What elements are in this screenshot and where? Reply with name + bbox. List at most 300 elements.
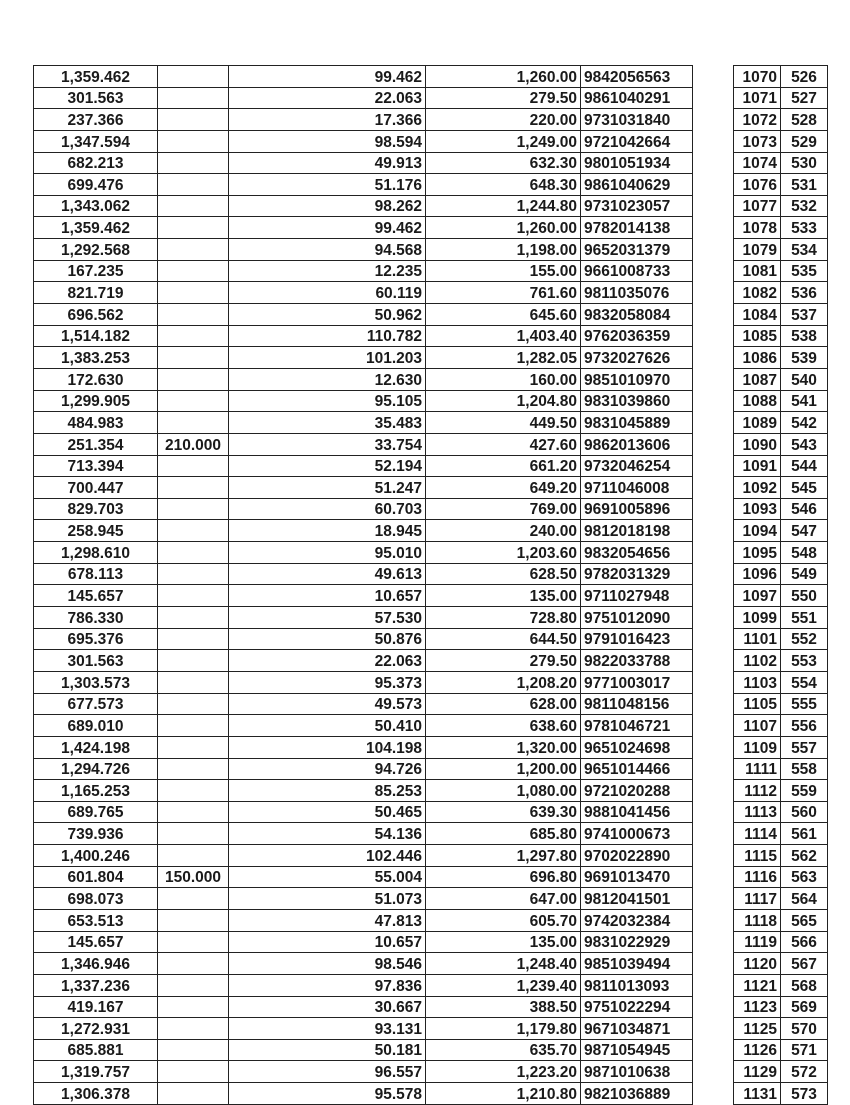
- column-gap: [693, 498, 734, 520]
- tax-cell: 12.630: [229, 368, 426, 390]
- total-cell: 677.573: [34, 693, 158, 715]
- tax-cell: 47.813: [229, 909, 426, 931]
- column-gap: [693, 780, 734, 802]
- amount-cell: 1,320.00: [426, 736, 581, 758]
- account-number-cell: 9832058084: [581, 304, 693, 326]
- column-gap: [693, 1083, 734, 1105]
- amount-cell: 1,244.80: [426, 195, 581, 217]
- total-cell: 172.630: [34, 368, 158, 390]
- account-number-cell: 9731023057: [581, 195, 693, 217]
- tax-cell: 50.410: [229, 715, 426, 737]
- table-row: [34, 368, 828, 390]
- amount-cell: 728.80: [426, 607, 581, 629]
- total-cell: 301.563: [34, 87, 158, 109]
- table-row: [34, 953, 828, 975]
- total-cell: 685.881: [34, 1039, 158, 1061]
- account-number-cell: 9721042664: [581, 130, 693, 152]
- tax-cell: 95.010: [229, 542, 426, 564]
- tax-cell: 99.462: [229, 66, 426, 88]
- account-number-cell: 9861040629: [581, 174, 693, 196]
- serial-number-cell: 533: [781, 217, 828, 239]
- amount-cell: 135.00: [426, 585, 581, 607]
- table-row: [34, 780, 828, 802]
- amount-cell: 220.00: [426, 109, 581, 131]
- column-gap: [693, 368, 734, 390]
- table-row: [34, 1083, 828, 1105]
- column-gap: [693, 130, 734, 152]
- serial-number-cell: 550: [781, 585, 828, 607]
- code-cell: 1095: [734, 542, 781, 564]
- tax-cell: 49.913: [229, 152, 426, 174]
- tax-cell: 33.754: [229, 433, 426, 455]
- amount-cell: 1,198.00: [426, 239, 581, 261]
- serial-number-cell: 528: [781, 109, 828, 131]
- total-cell: 696.562: [34, 304, 158, 326]
- account-number-cell: 9751022294: [581, 996, 693, 1018]
- serial-number-cell: 545: [781, 477, 828, 499]
- code-cell: 1101: [734, 628, 781, 650]
- tax-cell: 95.578: [229, 1083, 426, 1105]
- extra-amount-cell: [158, 130, 229, 152]
- table-row: [34, 1061, 828, 1083]
- total-cell: 1,359.462: [34, 66, 158, 88]
- table-row: [34, 866, 828, 888]
- account-number-cell: 9711027948: [581, 585, 693, 607]
- total-cell: 695.376: [34, 628, 158, 650]
- serial-number-cell: 556: [781, 715, 828, 737]
- column-gap: [693, 909, 734, 931]
- account-number-cell: 9831022929: [581, 931, 693, 953]
- extra-amount-cell: 210.000: [158, 433, 229, 455]
- amount-cell: 1,223.20: [426, 1061, 581, 1083]
- table-row: [34, 671, 828, 693]
- code-cell: 1085: [734, 325, 781, 347]
- column-gap: [693, 563, 734, 585]
- column-gap: [693, 174, 734, 196]
- extra-amount-cell: [158, 715, 229, 737]
- total-cell: 145.657: [34, 931, 158, 953]
- table-row: [34, 715, 828, 737]
- code-cell: 1071: [734, 87, 781, 109]
- table-row: [34, 239, 828, 261]
- tax-cell: 60.703: [229, 498, 426, 520]
- extra-amount-cell: [158, 693, 229, 715]
- table-row: [34, 109, 828, 131]
- total-cell: 145.657: [34, 585, 158, 607]
- table-row: [34, 974, 828, 996]
- amount-cell: 1,200.00: [426, 758, 581, 780]
- extra-amount-cell: [158, 1018, 229, 1040]
- tax-cell: 94.726: [229, 758, 426, 780]
- total-cell: 682.213: [34, 152, 158, 174]
- extra-amount-cell: [158, 455, 229, 477]
- code-cell: 1073: [734, 130, 781, 152]
- tax-cell: 96.557: [229, 1061, 426, 1083]
- column-gap: [693, 1039, 734, 1061]
- extra-amount-cell: [158, 953, 229, 975]
- amount-cell: 1,248.40: [426, 953, 581, 975]
- serial-number-cell: 537: [781, 304, 828, 326]
- code-cell: 1084: [734, 304, 781, 326]
- account-number-cell: 9861040291: [581, 87, 693, 109]
- extra-amount-cell: [158, 217, 229, 239]
- amount-cell: 605.70: [426, 909, 581, 931]
- serial-number-cell: 563: [781, 866, 828, 888]
- account-number-cell: 9691005896: [581, 498, 693, 520]
- amount-cell: 427.60: [426, 433, 581, 455]
- table-row: [34, 563, 828, 585]
- table-row: [34, 498, 828, 520]
- code-cell: 1072: [734, 109, 781, 131]
- serial-number-cell: 541: [781, 390, 828, 412]
- table-row: [34, 477, 828, 499]
- column-gap: [693, 304, 734, 326]
- column-gap: [693, 1061, 734, 1083]
- extra-amount-cell: [158, 1083, 229, 1105]
- total-cell: 1,346.946: [34, 953, 158, 975]
- tax-cell: 50.465: [229, 801, 426, 823]
- code-cell: 1082: [734, 282, 781, 304]
- table-row: [34, 996, 828, 1018]
- serial-number-cell: 535: [781, 260, 828, 282]
- serial-number-cell: 549: [781, 563, 828, 585]
- extra-amount-cell: [158, 996, 229, 1018]
- amount-cell: 1,239.40: [426, 974, 581, 996]
- total-cell: 1,383.253: [34, 347, 158, 369]
- total-cell: 786.330: [34, 607, 158, 629]
- account-number-cell: 9842056563: [581, 66, 693, 88]
- serial-number-cell: 527: [781, 87, 828, 109]
- account-number-cell: 9652031379: [581, 239, 693, 261]
- extra-amount-cell: 150.000: [158, 866, 229, 888]
- serial-number-cell: 534: [781, 239, 828, 261]
- serial-number-cell: 559: [781, 780, 828, 802]
- column-gap: [693, 974, 734, 996]
- amount-cell: 1,260.00: [426, 217, 581, 239]
- tax-cell: 50.181: [229, 1039, 426, 1061]
- extra-amount-cell: [158, 66, 229, 88]
- serial-number-cell: 555: [781, 693, 828, 715]
- tax-cell: 49.573: [229, 693, 426, 715]
- tax-cell: 95.105: [229, 390, 426, 412]
- column-gap: [693, 390, 734, 412]
- code-cell: 1091: [734, 455, 781, 477]
- column-gap: [693, 953, 734, 975]
- amount-cell: 648.30: [426, 174, 581, 196]
- column-gap: [693, 736, 734, 758]
- account-number-cell: 9862013606: [581, 433, 693, 455]
- serial-number-cell: 543: [781, 433, 828, 455]
- table-row: [34, 628, 828, 650]
- table-row: [34, 260, 828, 282]
- tax-cell: 51.073: [229, 888, 426, 910]
- table-row: [34, 888, 828, 910]
- total-cell: 1,359.462: [34, 217, 158, 239]
- table-row: [34, 282, 828, 304]
- amount-cell: 769.00: [426, 498, 581, 520]
- tax-cell: 54.136: [229, 823, 426, 845]
- code-cell: 1086: [734, 347, 781, 369]
- total-cell: 689.010: [34, 715, 158, 737]
- serial-number-cell: 568: [781, 974, 828, 996]
- code-cell: 1092: [734, 477, 781, 499]
- serial-number-cell: 569: [781, 996, 828, 1018]
- column-gap: [693, 758, 734, 780]
- total-cell: 1,337.236: [34, 974, 158, 996]
- table-row: [34, 520, 828, 542]
- extra-amount-cell: [158, 390, 229, 412]
- code-cell: 1081: [734, 260, 781, 282]
- tax-cell: 10.657: [229, 585, 426, 607]
- table-row: [34, 433, 828, 455]
- tax-cell: 22.063: [229, 87, 426, 109]
- tax-cell: 50.962: [229, 304, 426, 326]
- column-gap: [693, 455, 734, 477]
- code-cell: 1077: [734, 195, 781, 217]
- tax-cell: 98.546: [229, 953, 426, 975]
- column-gap: [693, 542, 734, 564]
- tax-cell: 17.366: [229, 109, 426, 131]
- amount-cell: 279.50: [426, 650, 581, 672]
- code-cell: 1103: [734, 671, 781, 693]
- tax-cell: 49.613: [229, 563, 426, 585]
- column-gap: [693, 931, 734, 953]
- column-gap: [693, 325, 734, 347]
- column-gap: [693, 607, 734, 629]
- code-cell: 1105: [734, 693, 781, 715]
- serial-number-cell: 558: [781, 758, 828, 780]
- extra-amount-cell: [158, 239, 229, 261]
- account-number-cell: 9732046254: [581, 455, 693, 477]
- amount-cell: 1,208.20: [426, 671, 581, 693]
- total-cell: 739.936: [34, 823, 158, 845]
- serial-number-cell: 529: [781, 130, 828, 152]
- account-number-cell: 9871010638: [581, 1061, 693, 1083]
- column-gap: [693, 628, 734, 650]
- extra-amount-cell: [158, 520, 229, 542]
- total-cell: 1,294.726: [34, 758, 158, 780]
- code-cell: 1129: [734, 1061, 781, 1083]
- table-row: [34, 585, 828, 607]
- extra-amount-cell: [158, 563, 229, 585]
- table-row: [34, 542, 828, 564]
- column-gap: [693, 66, 734, 88]
- code-cell: 1090: [734, 433, 781, 455]
- code-cell: 1070: [734, 66, 781, 88]
- serial-number-cell: 564: [781, 888, 828, 910]
- table-row: [34, 217, 828, 239]
- account-number-cell: 9791016423: [581, 628, 693, 650]
- serial-number-cell: 552: [781, 628, 828, 650]
- total-cell: 301.563: [34, 650, 158, 672]
- code-cell: 1113: [734, 801, 781, 823]
- tax-cell: 99.462: [229, 217, 426, 239]
- total-cell: 258.945: [34, 520, 158, 542]
- amount-cell: 696.80: [426, 866, 581, 888]
- table-row: [34, 1039, 828, 1061]
- amount-cell: 632.30: [426, 152, 581, 174]
- tax-cell: 35.483: [229, 412, 426, 434]
- table-row: [34, 195, 828, 217]
- extra-amount-cell: [158, 498, 229, 520]
- amount-cell: 647.00: [426, 888, 581, 910]
- tax-cell: 57.530: [229, 607, 426, 629]
- column-gap: [693, 823, 734, 845]
- total-cell: 1,424.198: [34, 736, 158, 758]
- total-cell: 1,272.931: [34, 1018, 158, 1040]
- account-number-cell: 9871054945: [581, 1039, 693, 1061]
- extra-amount-cell: [158, 628, 229, 650]
- amount-cell: 388.50: [426, 996, 581, 1018]
- table-row: [34, 455, 828, 477]
- serial-number-cell: 530: [781, 152, 828, 174]
- serial-number-cell: 531: [781, 174, 828, 196]
- account-number-cell: 9751012090: [581, 607, 693, 629]
- total-cell: 653.513: [34, 909, 158, 931]
- account-number-cell: 9832054656: [581, 542, 693, 564]
- tax-cell: 104.198: [229, 736, 426, 758]
- amount-cell: 628.00: [426, 693, 581, 715]
- account-number-cell: 9811035076: [581, 282, 693, 304]
- account-number-cell: 9661008733: [581, 260, 693, 282]
- column-gap: [693, 477, 734, 499]
- serial-number-cell: 560: [781, 801, 828, 823]
- account-number-cell: 9702022890: [581, 845, 693, 867]
- tax-cell: 101.203: [229, 347, 426, 369]
- account-number-cell: 9811048156: [581, 693, 693, 715]
- code-cell: 1089: [734, 412, 781, 434]
- tax-cell: 18.945: [229, 520, 426, 542]
- extra-amount-cell: [158, 931, 229, 953]
- total-cell: 251.354: [34, 433, 158, 455]
- extra-amount-cell: [158, 109, 229, 131]
- total-cell: 713.394: [34, 455, 158, 477]
- amount-cell: 1,282.05: [426, 347, 581, 369]
- tax-cell: 51.176: [229, 174, 426, 196]
- extra-amount-cell: [158, 195, 229, 217]
- account-number-cell: 9771003017: [581, 671, 693, 693]
- amount-cell: 1,210.80: [426, 1083, 581, 1105]
- table-row: [34, 152, 828, 174]
- extra-amount-cell: [158, 671, 229, 693]
- serial-number-cell: 526: [781, 66, 828, 88]
- extra-amount-cell: [158, 888, 229, 910]
- amount-cell: 1,249.00: [426, 130, 581, 152]
- column-gap: [693, 217, 734, 239]
- table-row: [34, 130, 828, 152]
- account-number-cell: 9651024698: [581, 736, 693, 758]
- code-cell: 1097: [734, 585, 781, 607]
- total-cell: 678.113: [34, 563, 158, 585]
- tax-cell: 30.667: [229, 996, 426, 1018]
- table-row: [34, 174, 828, 196]
- amount-cell: 1,260.00: [426, 66, 581, 88]
- extra-amount-cell: [158, 1061, 229, 1083]
- serial-number-cell: 572: [781, 1061, 828, 1083]
- account-number-cell: 9812041501: [581, 888, 693, 910]
- column-gap: [693, 671, 734, 693]
- extra-amount-cell: [158, 823, 229, 845]
- account-number-cell: 9812018198: [581, 520, 693, 542]
- code-cell: 1114: [734, 823, 781, 845]
- tax-cell: 60.119: [229, 282, 426, 304]
- tax-cell: 94.568: [229, 239, 426, 261]
- total-cell: 1,514.182: [34, 325, 158, 347]
- serial-number-cell: 542: [781, 412, 828, 434]
- account-number-cell: 9741000673: [581, 823, 693, 845]
- total-cell: 1,347.594: [34, 130, 158, 152]
- tax-cell: 10.657: [229, 931, 426, 953]
- code-cell: 1094: [734, 520, 781, 542]
- total-cell: 699.476: [34, 174, 158, 196]
- tax-cell: 98.262: [229, 195, 426, 217]
- total-cell: 1,298.610: [34, 542, 158, 564]
- code-cell: 1118: [734, 909, 781, 931]
- column-gap: [693, 693, 734, 715]
- account-number-cell: 9762036359: [581, 325, 693, 347]
- tax-cell: 98.594: [229, 130, 426, 152]
- serial-number-cell: 551: [781, 607, 828, 629]
- code-cell: 1125: [734, 1018, 781, 1040]
- serial-number-cell: 544: [781, 455, 828, 477]
- column-gap: [693, 845, 734, 867]
- account-number-cell: 9811013093: [581, 974, 693, 996]
- account-number-cell: 9782031329: [581, 563, 693, 585]
- total-cell: 700.447: [34, 477, 158, 499]
- column-gap: [693, 195, 734, 217]
- extra-amount-cell: [158, 152, 229, 174]
- total-cell: 689.765: [34, 801, 158, 823]
- extra-amount-cell: [158, 845, 229, 867]
- total-cell: 829.703: [34, 498, 158, 520]
- amount-cell: 1,204.80: [426, 390, 581, 412]
- serial-number-cell: 571: [781, 1039, 828, 1061]
- tax-cell: 110.782: [229, 325, 426, 347]
- account-number-cell: 9881041456: [581, 801, 693, 823]
- account-number-cell: 9671034871: [581, 1018, 693, 1040]
- table-row: [34, 66, 828, 88]
- total-cell: 1,292.568: [34, 239, 158, 261]
- extra-amount-cell: [158, 801, 229, 823]
- code-cell: 1078: [734, 217, 781, 239]
- code-cell: 1123: [734, 996, 781, 1018]
- total-cell: 1,165.253: [34, 780, 158, 802]
- column-gap: [693, 433, 734, 455]
- tax-cell: 51.247: [229, 477, 426, 499]
- amount-cell: 1,080.00: [426, 780, 581, 802]
- table-row: [34, 931, 828, 953]
- column-gap: [693, 282, 734, 304]
- code-cell: 1119: [734, 931, 781, 953]
- serial-number-cell: 561: [781, 823, 828, 845]
- column-gap: [693, 715, 734, 737]
- amount-cell: 649.20: [426, 477, 581, 499]
- table-row: [34, 607, 828, 629]
- total-cell: 237.366: [34, 109, 158, 131]
- code-cell: 1096: [734, 563, 781, 585]
- extra-amount-cell: [158, 650, 229, 672]
- amount-cell: 240.00: [426, 520, 581, 542]
- serial-number-cell: 532: [781, 195, 828, 217]
- table-row: [34, 845, 828, 867]
- tax-cell: 102.446: [229, 845, 426, 867]
- tax-cell: 12.235: [229, 260, 426, 282]
- code-cell: 1112: [734, 780, 781, 802]
- extra-amount-cell: [158, 1039, 229, 1061]
- code-cell: 1120: [734, 953, 781, 975]
- amount-cell: 279.50: [426, 87, 581, 109]
- tax-cell: 52.194: [229, 455, 426, 477]
